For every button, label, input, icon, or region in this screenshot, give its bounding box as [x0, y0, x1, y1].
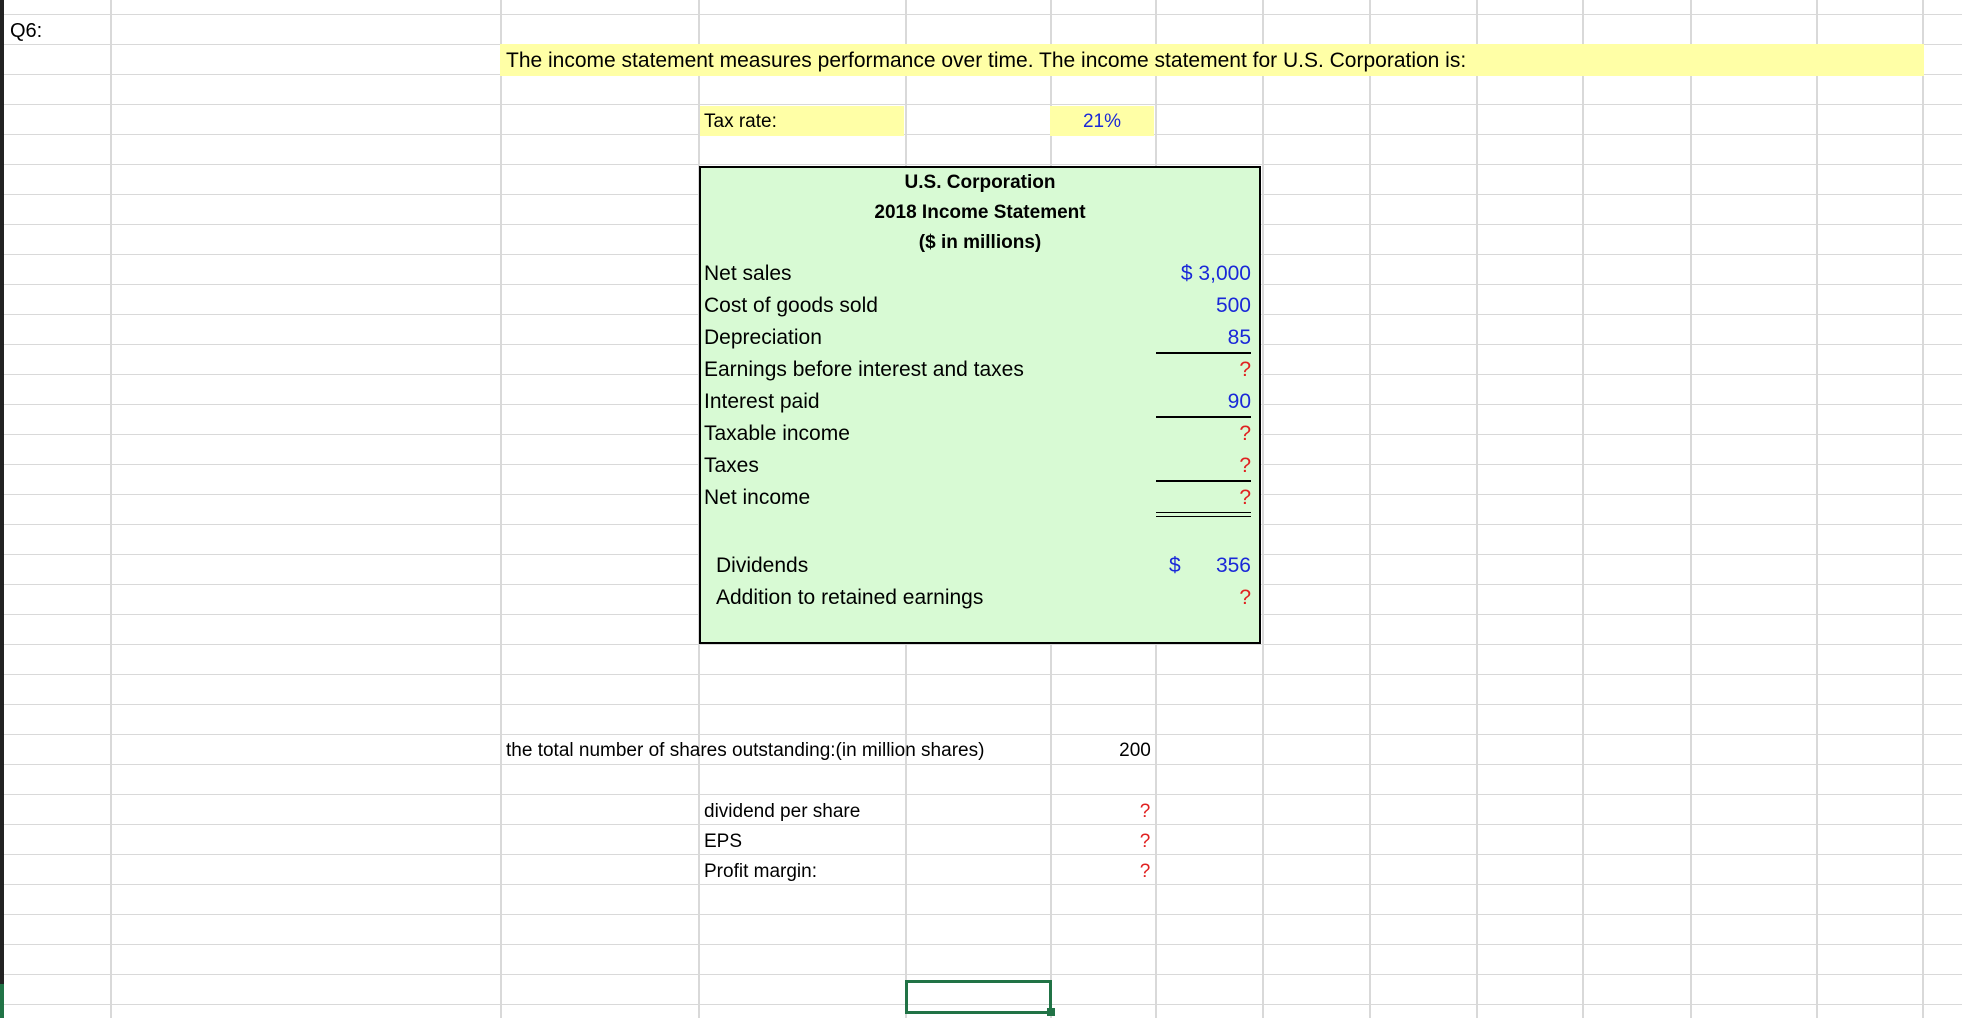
row-value-taxable-income[interactable]: ? — [1239, 422, 1251, 445]
column-gridline — [1690, 0, 1692, 1018]
row-label-interest[interactable]: Interest paid — [704, 390, 820, 413]
column-gridline — [110, 0, 112, 1018]
row-label-taxable-income[interactable]: Taxable income — [704, 422, 850, 445]
double-rule-bottom — [1156, 516, 1251, 517]
column-gridline — [1922, 0, 1924, 1018]
ratio-value-dividend-per-share[interactable]: ? — [1139, 801, 1151, 822]
row-value-depreciation[interactable]: 85 — [1227, 326, 1251, 349]
row-value-interest[interactable]: 90 — [1227, 390, 1251, 413]
row-label-depreciation[interactable]: Depreciation — [704, 326, 822, 349]
tax-rate-label-cell[interactable]: Tax rate: — [704, 111, 777, 132]
column-gridline — [500, 0, 502, 1018]
row-label-net-income[interactable]: Net income — [704, 486, 811, 509]
ratio-label-eps[interactable]: EPS — [704, 831, 743, 852]
column-gridline — [1262, 0, 1264, 1018]
left-border — [0, 0, 4, 1018]
retained-earnings-value[interactable]: ? — [1239, 586, 1251, 609]
question-label-cell[interactable]: Q6: — [10, 20, 43, 42]
shares-outstanding-label[interactable]: the total number of shares outstanding:(in million shares) — [506, 740, 985, 761]
column-gridline — [1369, 0, 1371, 1018]
statement-company[interactable]: U.S. Corporation — [904, 172, 1056, 193]
row-value-cogs[interactable]: 500 — [1215, 294, 1251, 317]
ratio-label-profit-margin[interactable]: Profit margin: — [704, 861, 817, 882]
ratio-label-dividend-per-share[interactable]: dividend per share — [704, 801, 861, 822]
row-value-net-income[interactable]: ? — [1239, 486, 1251, 509]
dividends-value[interactable]: 356 — [1215, 554, 1251, 577]
ratio-value-eps[interactable]: ? — [1139, 831, 1151, 852]
subtotal-rule — [1156, 480, 1251, 482]
statement-title[interactable]: 2018 Income Statement — [874, 202, 1086, 223]
column-gridline — [1476, 0, 1478, 1018]
row-label-cogs[interactable]: Cost of goods sold — [704, 294, 878, 317]
selected-cell[interactable] — [905, 980, 1052, 1014]
row-label-net-sales[interactable]: Net sales — [704, 262, 792, 285]
row-value-ebit[interactable]: ? — [1239, 358, 1251, 381]
row-label-taxes[interactable]: Taxes — [704, 454, 759, 477]
tax-rate-value-cell[interactable]: 21% — [1082, 111, 1122, 132]
column-gridline — [1582, 0, 1584, 1018]
column-gridline — [1816, 0, 1818, 1018]
statement-units[interactable]: ($ in millions) — [918, 232, 1042, 253]
subtotal-rule — [1156, 416, 1251, 418]
row-label-ebit[interactable]: Earnings before interest and taxes — [704, 358, 1024, 381]
intro-cell[interactable]: The income statement measures performance over time. The income statement for U.S. Corporation is: — [506, 49, 1467, 72]
dividends-currency: $ — [1169, 554, 1181, 577]
shares-outstanding-value[interactable]: 200 — [1119, 740, 1151, 761]
row-value-net-sales[interactable]: $ 3,000 — [1180, 262, 1251, 285]
left-border-active — [0, 984, 4, 1018]
double-rule-top — [1156, 512, 1251, 513]
row-value-taxes[interactable]: ? — [1239, 454, 1251, 477]
ratio-value-profit-margin[interactable]: ? — [1139, 861, 1151, 882]
dividends-label[interactable]: Dividends — [716, 554, 809, 577]
subtotal-rule — [1156, 352, 1251, 354]
fill-handle[interactable] — [1047, 1008, 1055, 1016]
retained-earnings-label[interactable]: Addition to retained earnings — [716, 586, 984, 609]
